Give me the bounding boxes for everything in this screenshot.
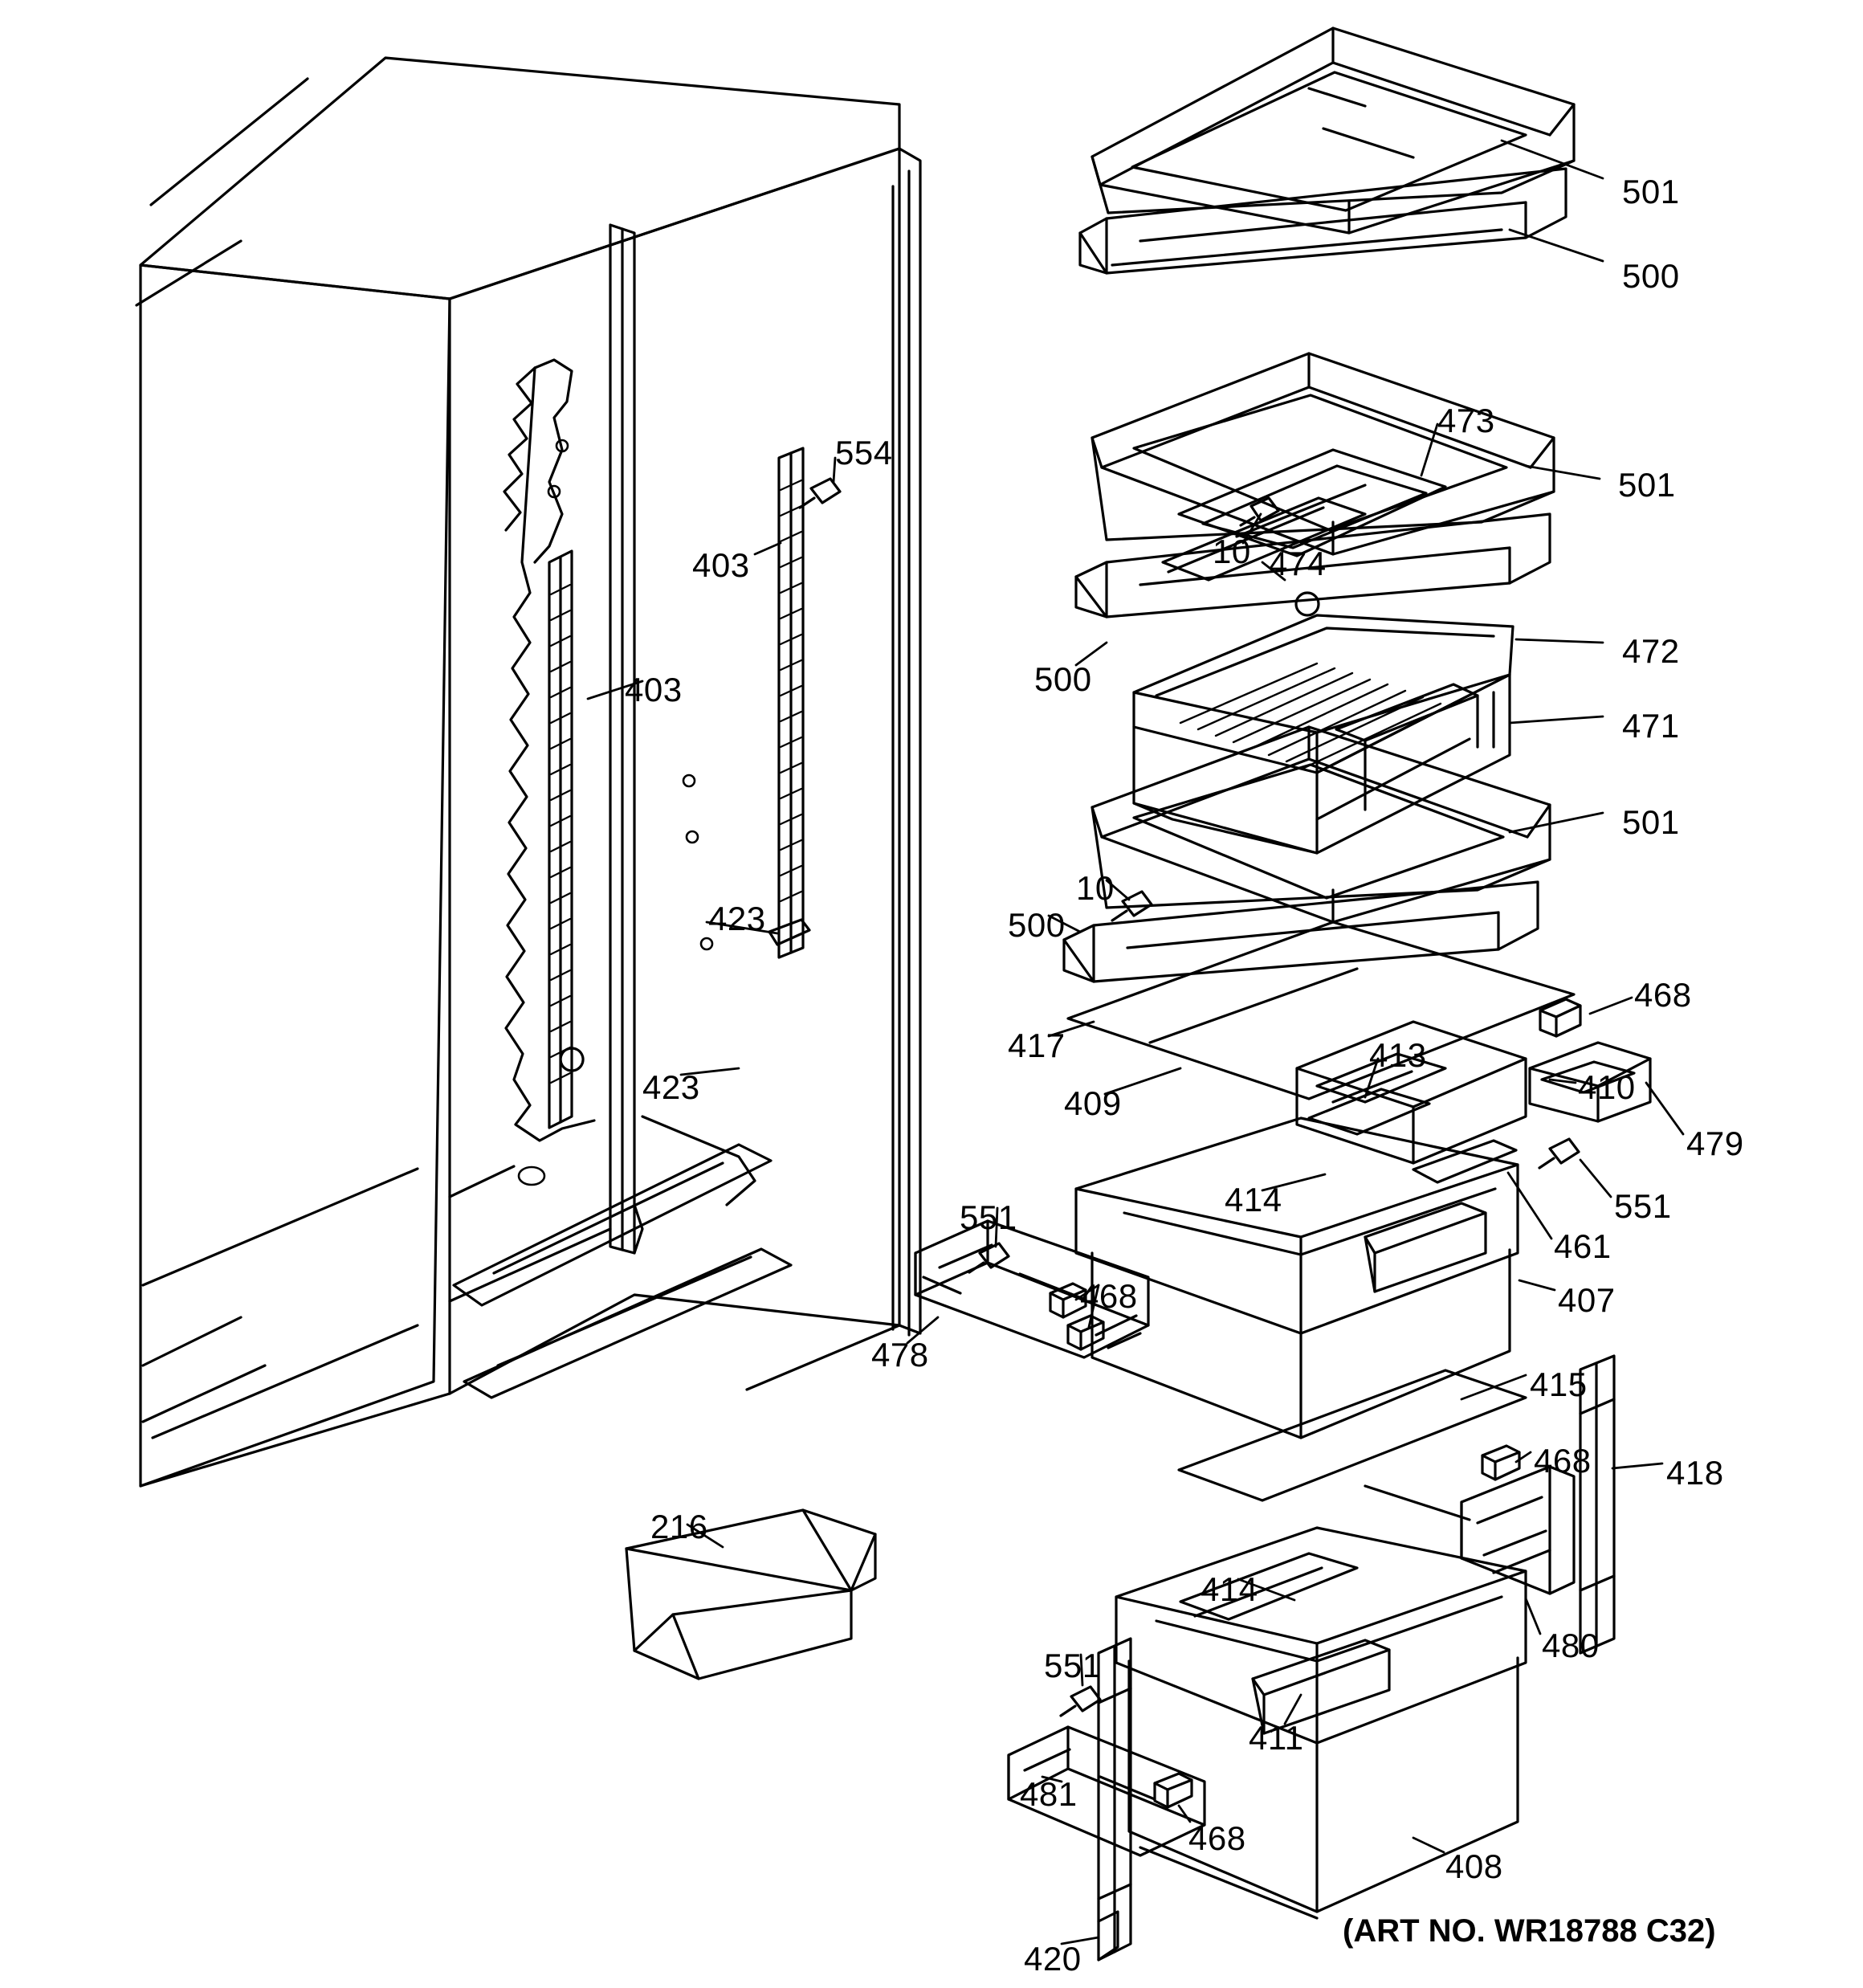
callout-500-third: 500 [1008, 906, 1066, 944]
callout-420: 420 [1024, 1940, 1082, 1978]
callout-551-left: 551 [960, 1198, 1017, 1236]
callout-468-bottom: 468 [1188, 1819, 1246, 1857]
callout-423-lower: 423 [642, 1068, 700, 1106]
callout-10-upper: 10 [1213, 533, 1251, 570]
callout-468-right: 468 [1534, 1442, 1592, 1480]
callout-403-upper: 403 [692, 546, 750, 584]
shelf-assembly-top [1080, 28, 1574, 273]
callout-10-lower: 10 [1076, 869, 1115, 907]
callout-480: 480 [1542, 1627, 1600, 1664]
callout-414-upper: 414 [1225, 1181, 1282, 1219]
callout-411: 411 [1249, 1719, 1304, 1757]
drawer-407 [915, 1118, 1518, 1438]
callout-410: 410 [1578, 1068, 1636, 1106]
callout-413: 413 [1369, 1036, 1427, 1074]
shelf-assembly-third [1064, 727, 1550, 982]
callout-551-right: 551 [1614, 1187, 1672, 1225]
callout-408: 408 [1445, 1847, 1503, 1885]
callout-403-left: 403 [625, 671, 683, 708]
callout-554: 554 [835, 434, 893, 471]
callout-501: 501 [1622, 173, 1680, 210]
callout-407: 407 [1558, 1281, 1616, 1319]
callout-501-second: 501 [1618, 466, 1676, 504]
callout-415: 415 [1530, 1365, 1588, 1403]
callout-501-third: 501 [1622, 803, 1680, 841]
callout-472: 472 [1622, 632, 1680, 670]
cabinet-shell [137, 58, 920, 1486]
pan-472-471 [1134, 615, 1513, 853]
callout-474: 474 [1269, 545, 1327, 582]
callout-471: 471 [1622, 707, 1680, 745]
callout-414-lower: 414 [1201, 1570, 1258, 1608]
callout-478: 478 [871, 1336, 929, 1374]
glass-415 [1179, 1370, 1526, 1500]
callout-216: 216 [650, 1508, 708, 1545]
callout-423-upper: 423 [708, 900, 766, 937]
callout-473: 473 [1437, 402, 1495, 439]
callout-500-second: 500 [1034, 660, 1092, 698]
callout-468-upper: 468 [1634, 976, 1692, 1014]
callout-551-bottom: 551 [1044, 1647, 1102, 1684]
callout-409: 409 [1064, 1084, 1122, 1122]
callout-418: 418 [1666, 1454, 1724, 1492]
callout-468-mid: 468 [1080, 1277, 1138, 1315]
art-number-label: (ART NO. WR18788 C32) [1343, 1913, 1716, 1949]
callout-500: 500 [1622, 257, 1680, 295]
callout-481: 481 [1020, 1775, 1078, 1813]
callout-479: 479 [1686, 1125, 1744, 1162]
callout-461: 461 [1554, 1227, 1612, 1265]
callout-417: 417 [1008, 1027, 1066, 1064]
